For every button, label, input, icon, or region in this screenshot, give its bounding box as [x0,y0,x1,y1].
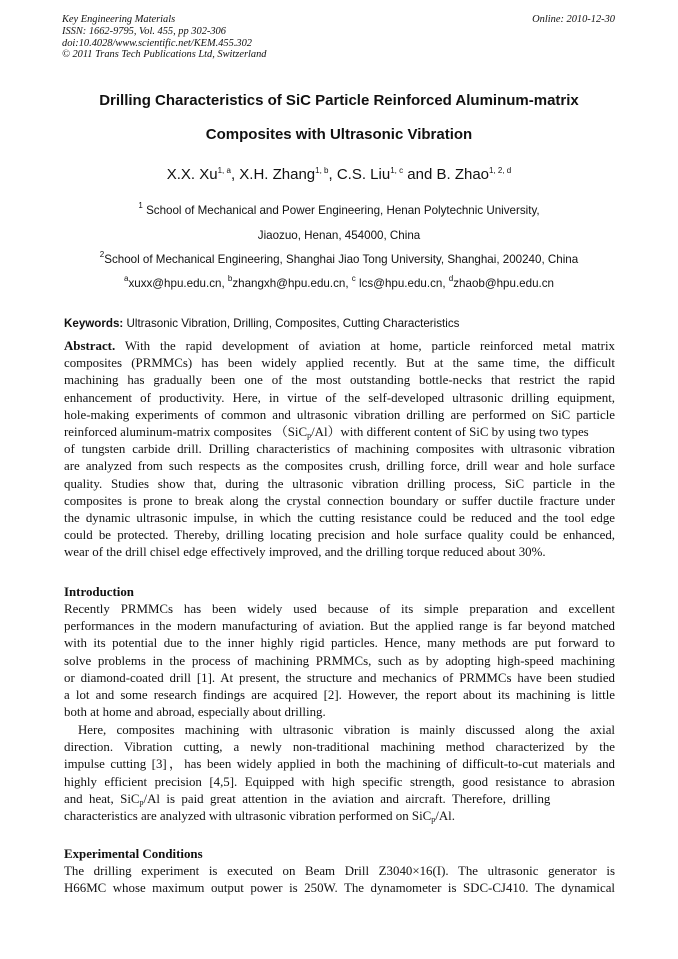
copyright: © 2011 Trans Tech Publications Ltd, Switzerland [62,49,267,61]
author-name: X.H. Zhang [239,166,316,183]
online-date: Online: 2010-12-30 [532,14,615,25]
email-list: $^a$xuxx@hpu.edu.cn, $^b$zhangxh@hpu.edu.cn, $^c$ lcs@hpu.edu.cn, $^d$zhaob@hpu.edu.cn [124,274,554,290]
abstract-line: hole-making experiments of common and ultrasonic vibration drilling are performed on SiC particle [64,407,615,422]
abstract [64,338,615,561]
abstract-line: wear of the drill chisel edge effectively improved, and the drilling torque reduced about 30%. [64,545,546,560]
affiliation-1-city: Jiaozuo, Henan, 454000, China [257,229,421,242]
issn: ISSN: 1662-9795, Vol. 455, pp 302-306 [62,25,226,37]
abstract-line: quality. Studies show that, during the ultrasonic vibration drilling process, SiC particle in the [64,476,615,491]
abstract-line: enhancement of productivity. Here, in virtue of the self-developed ultrasonic drilling equipment, [64,390,615,405]
body-line: highly efficient precision [4,5]. Equipped with high specific strength, good resistance to abrasion [64,774,615,789]
body-line: and heat, SiC$_p$/Al is paid great attention in the aviation and aircraft. Therefore, drilling [64,791,551,807]
journal-name: Key Engineering Materials [62,14,176,25]
author-name: C.S. Liu [336,166,391,183]
body-line: solve problems in the process of machining PRMMCs, such as by adopting high-speed machining [64,653,615,668]
body-line: The drilling experiment is executed on Beam Drill Z3040×16(I). The ultrasonic generator is [64,864,615,878]
keywords [64,317,459,330]
affiliation-1: $^1$ School of Mechanical and Power Engineering, Henan Polytechnic University, [138,201,540,217]
introduction-paragraph-1 [64,601,615,721]
body-line: performances in the modern manufacturing of aviation. But the applied range is far beyond matched [64,619,615,634]
doi: doi:10.4028/www.scientific.net/KEM.455.302 [62,37,252,49]
email-link[interactable]: zhangxh@hpu.edu.cn [232,277,346,290]
body-line: Recently PRMMCs has been widely used because of its simple preparation and excellent [64,602,615,616]
abstract-line: could be protected. Thereby, drilling locating precision and hole surface quality could be enhanced, [64,528,615,543]
author-sup: 1, c [390,166,404,175]
experimental-paragraph [64,863,615,897]
email-link[interactable]: zhaob@hpu.edu.cn [453,277,554,290]
body-line: with its potential due to the inner highly rigid particles. Hence, many methods are put forward to [64,636,615,651]
section-heading-experimental: Experimental Conditions [64,847,203,861]
abstract-line: machining has gradually been one of the most outstanding bottle-necks that restrict the rapid [64,373,615,388]
body-line: or diamond-coated drill [1]. At present, the structure and mechanics of PRMMCs have been studied [64,670,615,685]
author-name: B. Zhao [436,166,490,183]
affiliation-2: $^2$School of Mechanical Engineering, Shanghai Jiao Tong University, Shanghai, 200240, China [99,250,579,266]
author-sup: 1, 2, d [489,166,512,175]
author-name: X.X. Xu [166,166,218,183]
author-sup: 1, b [315,166,329,175]
paper-title-line-2: Composites with Ultrasonic Vibration [205,126,473,143]
section-heading-introduction: Introduction [64,585,134,599]
body-line: characteristics are analyzed with ultrasonic vibration performed on SiC$_p$/Al. [64,808,455,824]
keywords-label: Keywords: [64,317,124,330]
journal-header [62,14,615,61]
author-list: X.X. Xu$^{1, a}$, X.H. Zhang$^{1, b}$, C.S. Liu$^{1, c}$ and B. Zhao$^{1, 2, d}$ [166,166,512,183]
abstract-line: composites is prone to break along the crystal connection boundary or suffer ductile fracture under [64,493,615,508]
email-link[interactable]: xuxx@hpu.edu.cn [128,277,222,290]
introduction-paragraph-2 [64,722,615,825]
body-line: a lot and some research findings are acquired [2]. However, the report about its machining is little [64,687,615,702]
abstract-label: Abstract. [64,339,116,353]
paper-title-line-1: Drilling Characteristics of SiC Particle Reinforced Aluminum-matrix [99,92,579,109]
abstract-line: of tungsten carbide drill. Drilling characteristics of machining composites with ultrasonic vibration [64,442,615,457]
abstract-line: the dynamic ultrasonic impulse, in which the cutting resistance could be reduced and the tool edge [64,510,615,525]
body-line: both at home and abroad, especially about drilling. [64,705,326,720]
body-line: direction. Vibration cutting, a newly non-traditional machining method characterized by the [64,740,615,755]
body-line: Here, composites machining with ultrasonic vibration is mainly discussed along the axial [78,723,615,737]
abstract-line: composites (PRMMCs) has been widely applied recently. But at the same time, the difficult [64,356,615,371]
abstract-line: Abstract. With the rapid development of aviation at home, particle reinforced metal matrix [64,339,615,353]
email-link[interactable]: lcs@hpu.edu.cn [359,277,443,290]
body-line: H66MC whose maximum output power is 250W. The dynamometer is SDC-CJ410. The dynamical [64,881,615,896]
author-sup: 1, a [217,166,231,175]
abstract-line: reinforced aluminum-matrix composites （SiC$_p$/Al）with different content of SiC by using two types [64,424,589,440]
keywords-text: Ultrasonic Vibration, Drilling, Composites, Cutting Characteristics [126,317,460,330]
body-line: impulse cutting [3]，has been widely applied in both the machining of difficult-to-cut materials and [64,757,615,772]
abstract-line: are analyzed from such respects as the composites crush, drilling force, drill wear and hole surface [64,459,615,474]
